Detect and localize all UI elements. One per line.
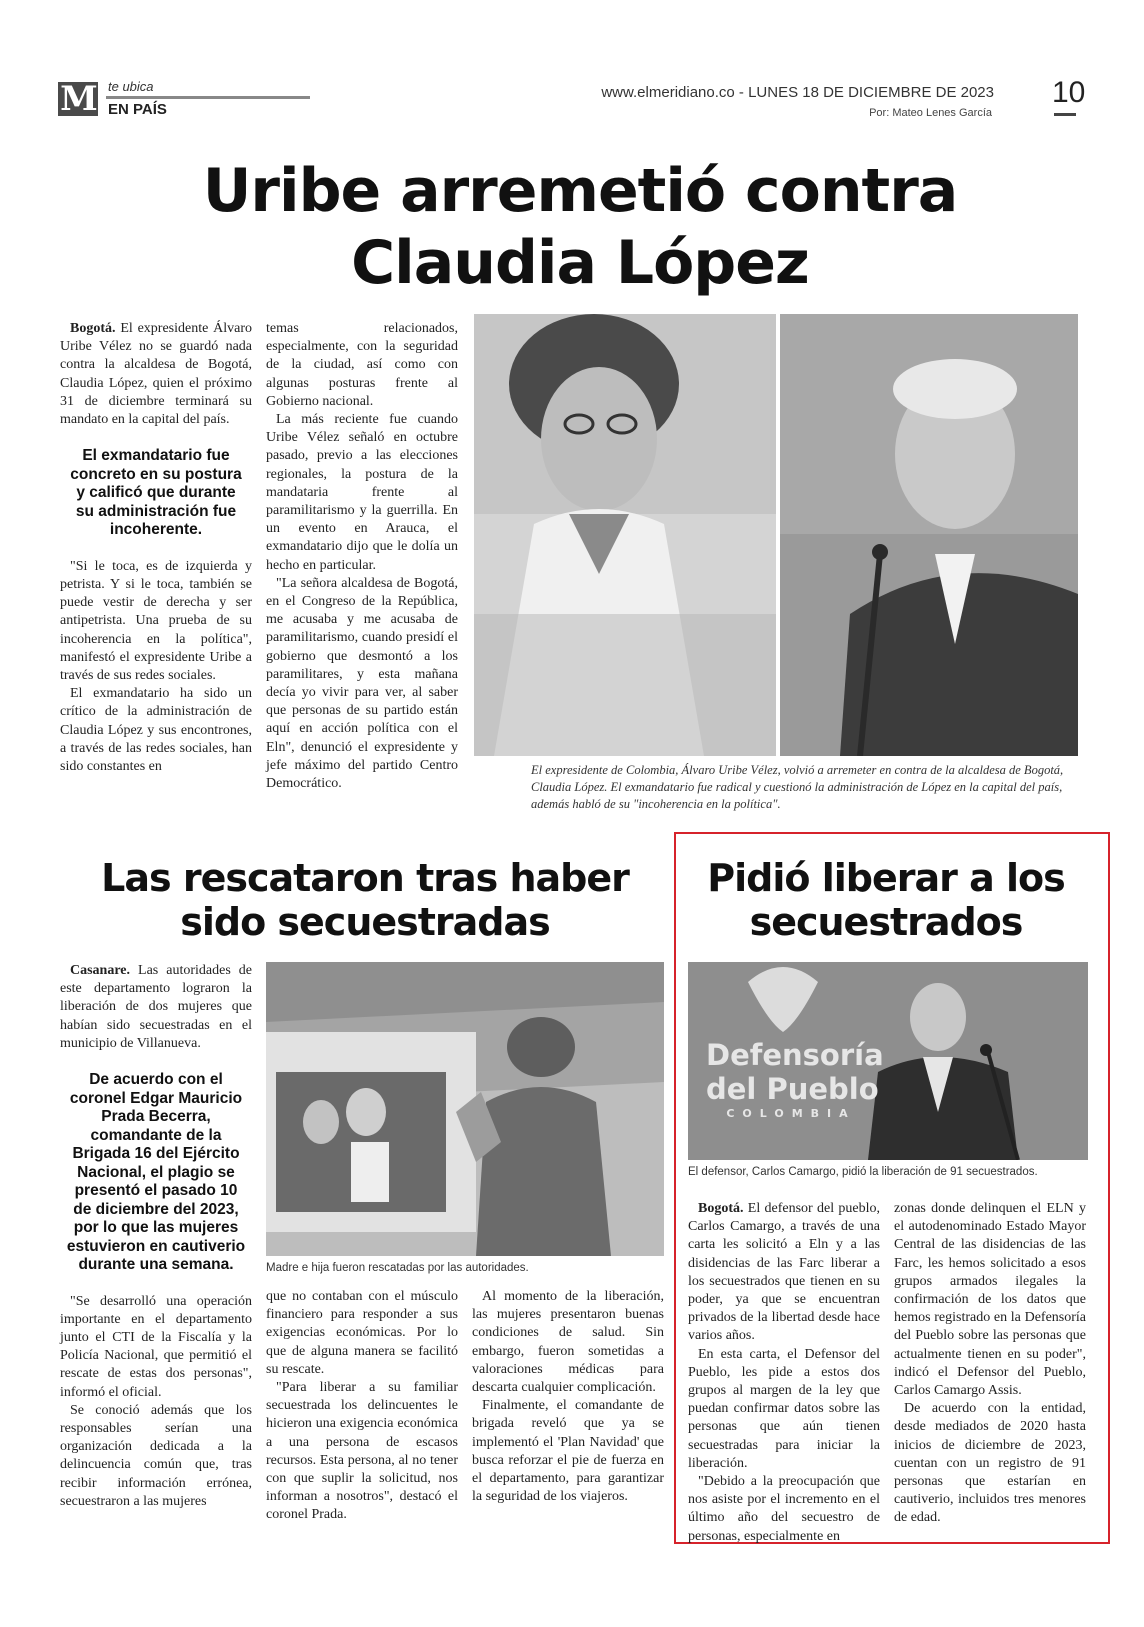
defensoria-logo-line1: Defensoría	[706, 1038, 884, 1072]
defensor-photo	[688, 962, 1088, 1160]
article2-col1-p3: Se conoció además que los responsables serían una organización dedicada a la delincuencia común que, tras recibir información errónea, secuestraron a las mujeres	[60, 1402, 252, 1509]
defensoria-logo	[706, 1038, 884, 1122]
section-tagline: te ubica	[108, 79, 154, 94]
defensoria-logo-line3: COLOMBIA	[726, 1107, 856, 1120]
article1-col2-p1: temas relacionados, especialmente, con la seguridad de la ciudad, así como con algunas posturas frente al Gobierno nacional.	[266, 321, 458, 409]
article1-col1-p3: El exmandatario ha sido un crítico de la administración de Claudia López y sus encontrones, a través de las redes sociales, han sido constantes en	[60, 686, 252, 774]
article1-pull-quote: El exmandatario fue concreto en su postura y calificó que durante su administración fue incoherente.	[70, 447, 242, 539]
article3-headline-line2: secuestrados	[749, 900, 1023, 944]
article3-col2-p2: De acuerdo con la entidad, desde mediados de 2020 hasta inicios de diciembre de 2023, cuentan con un registro de 91 personas que estarían en cautiverio, incluidos tres menores de edad.	[894, 1401, 1086, 1526]
newspaper-logo: M	[58, 82, 98, 116]
article1-photo-caption: El expresidente de Colombia, Álvaro Uribe Vélez, volvió a arremeter en contra de la alcaldesa de Bogotá, Claudia López. El exmandatario fue radical y cuestionó la administración de López en la capital del país, además habló de su "incoherencia en la política".	[531, 763, 1064, 811]
article2-pull-quote: De acuerdo con el coronel Edgar Mauricio Prada Becerra, comandante de la Brigada 16 del Ejército Nacional, el plagio se presentó el pasado 10 de diciembre del 2023, por lo que las mujeres estuvieron en cautiverio durante una semana.	[66, 1071, 246, 1274]
article2-col1-p1: Las autoridades de este departamento lograron la liberación de dos mujeres que habían sido secuestradas en el municipio de Villanueva.	[60, 963, 252, 1051]
article1-headline-line1: Uribe arremetió contra	[202, 156, 958, 226]
article3-headline	[680, 856, 1092, 944]
article3-dateline: Bogotá.	[698, 1201, 744, 1216]
claudia-lopez-photo	[474, 314, 776, 756]
article1-col2-p3: "La señora alcaldesa de Bogotá, en el Congreso de la República, me acusaba y me acusaba de paramilitarismo, cuando presidí el gobierno que desmontó a los paramilitares, y esta mañana decía yo vivir para ver, al saber que personas de su partido están aquí en acción política con el Eln", denunció el expresidente y jefe máximo del partido Centro Democrático.	[266, 575, 458, 792]
article2-column2	[266, 1288, 458, 1525]
article1-col1-p2: "Si le toca, es de izquierda y petrista. Y si le toca, también se puede vestir de derecha y ser antipetrista. Una prueba de su incoherencia en la política", manifestó el expresidente Uribe a través de sus redes sociales.	[60, 558, 252, 683]
article1-dateline: Bogotá.	[70, 321, 116, 336]
article3-column2	[894, 1200, 1086, 1528]
alvaro-uribe-photo	[780, 314, 1078, 756]
article2-column1	[60, 962, 252, 1511]
article2-col2-p2: "Para liberar a su familiar secuestrada los delincuentes le hicieron una exigencia económica a una persona de escasos recursos. Esta persona, al no tener con que suplir la solicitud, nos informan a nosotros", destacó el coronel Prada.	[266, 1380, 458, 1523]
defensoria-logo-line2: del Pueblo	[706, 1072, 879, 1106]
byline: Por: Mateo Lenes García	[869, 107, 992, 119]
article2-column3	[472, 1288, 664, 1506]
article2-headline	[60, 856, 670, 944]
article2-headline-line2: sido secuestradas	[180, 900, 550, 944]
article3-col1-p3: "Debido a la preocupación que nos asiste por el incremento en el último año del secuestro de personas, especialmente en	[688, 1474, 880, 1544]
section-name: EN PAÍS	[108, 101, 167, 118]
article2-col3-p1: Al momento de la liberación, las mujeres presentaron buenas condiciones de salud. Sin embargo, fueron sometidas a valoraciones médicas para descarta cualquier complicación.	[472, 1289, 664, 1396]
article3-col1-p2: En esta carta, el Defensor del Pueblo, les pide a estos dos grupos al margen de la ley que puedan confirmar datos sobre las personas que aún tienen secuestradas para iniciar la liberación.	[688, 1346, 880, 1471]
page-number-underline	[1054, 113, 1076, 116]
article2-col2-p1: que no contaban con el músculo financiero para responder a sus exigencias económicas. Por lo que de alguna manera se facilitó su rescate.	[266, 1289, 458, 1377]
article1-column1	[60, 320, 252, 776]
article3-col2-p1: zonas donde delinquen el ELN y el autodenominado Estado Mayor Central de las disidencias de las Farc, les hemos solicitado a esos grupos armados ilegales la confirmación de los datos que hemos registrado en la Defensoría del Pueblo sobre las personas que actualmente tienen en su poder", indicó el Defensor del Pueblo, Carlos Camargo Assis.	[894, 1201, 1086, 1399]
article2-photo-caption: Madre e hija fueron rescatadas por las autoridades.	[266, 1262, 529, 1274]
article2-col1-p2: "Se desarrolló una operación importante en el departamento junto el CTI de la Fiscalía y la Policía Nacional, que permitió el rescate de estas dos personas", informó el oficial.	[60, 1293, 252, 1400]
article1-headline	[80, 155, 1080, 299]
header-divider	[106, 96, 310, 99]
article3-photo-caption: El defensor, Carlos Camargo, pidió la liberación de 91 secuestrados.	[688, 1166, 1038, 1178]
article2-headline-line1: Las rescataron tras haber	[101, 856, 629, 900]
article3-headline-line1: Pidió liberar a los	[707, 856, 1065, 900]
site-and-date: www.elmeridiano.co - LUNES 18 DE DICIEMBRE DE 2023	[601, 84, 994, 101]
article2-dateline: Casanare.	[70, 963, 131, 978]
rescued-women-photo	[266, 962, 664, 1256]
article1-headline-line2: Claudia López	[351, 228, 809, 298]
article1-col1-p1: El expresidente Álvaro Uribe Vélez no se guardó nada contra la alcaldesa de Bogotá, Claudia López, quien el próximo 31 de diciembre terminará su mandato en la capital del país.	[60, 321, 252, 428]
article1-col2-p2: La más reciente fue cuando Uribe Vélez señaló en octubre pasado, previo a las elecciones regionales, la postura de la mandataria frente al paramilitarismo y la guerrilla. En un evento en Arauca, el exmandatario dijo que le dolía un hecho en particular.	[266, 412, 458, 573]
page-number: 10	[1052, 76, 1086, 109]
article2-col3-p2: Finalmente, el comandante de brigada reveló que ya se implementó el 'Plan Navidad' que busca reforzar el pie de fuerza en el departamento, para garantizar la seguridad de los viajeros.	[472, 1398, 664, 1505]
article3-column1	[688, 1200, 880, 1546]
article1-column2	[266, 320, 458, 793]
article3-col1-p1: El defensor del pueblo, Carlos Camargo, a través de una carta les solicitó a Eln y a las disidencias de las Farc liberar a los secuestrados que tienen en su poder, ya que se encuentran privados de la libertad desde hace varios años.	[688, 1201, 881, 1344]
